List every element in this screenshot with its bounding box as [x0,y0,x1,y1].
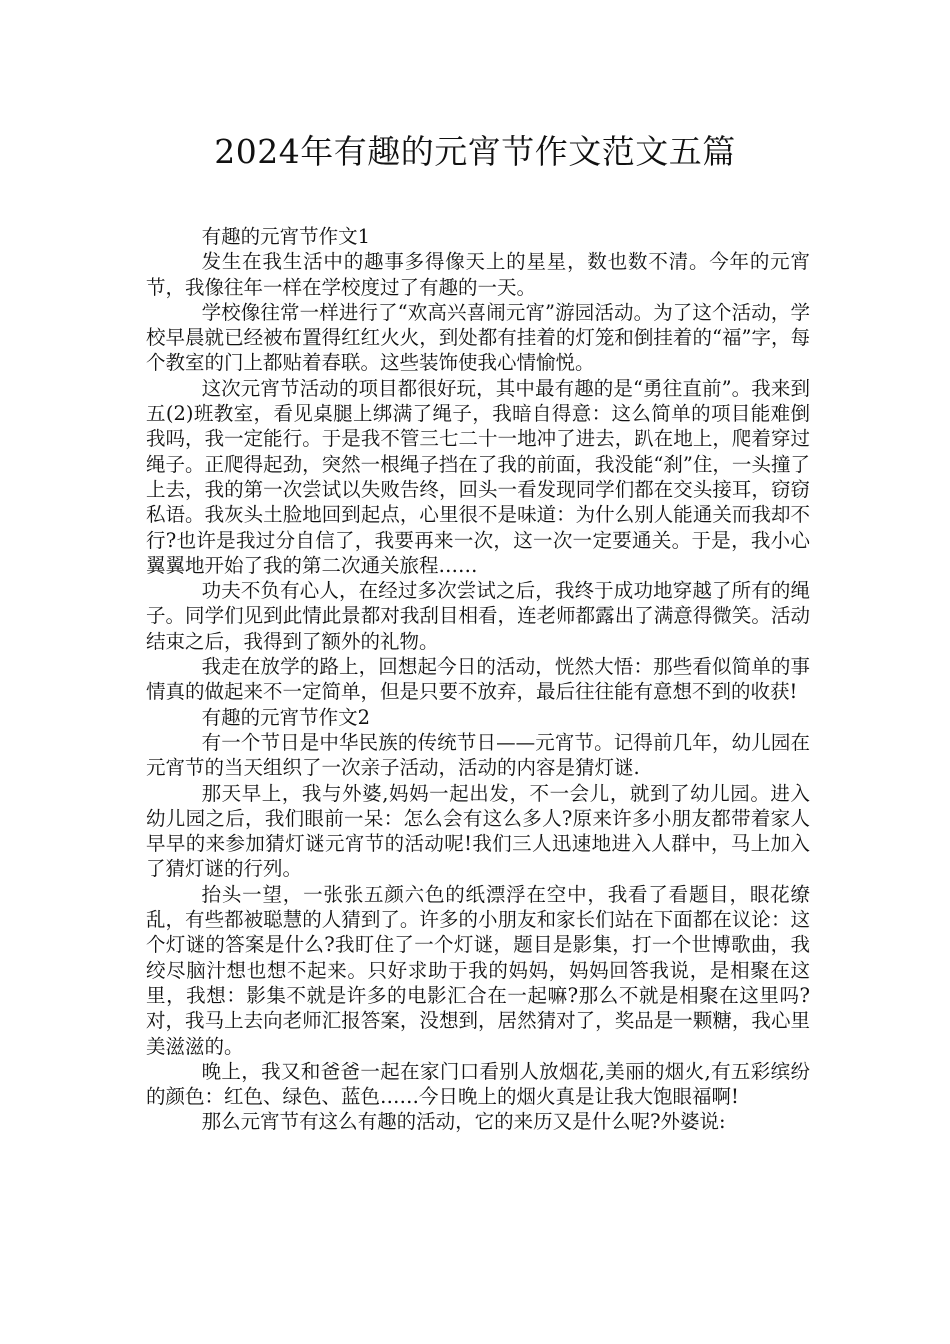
paragraph: 晚上，我又和爸爸一起在家门口看别人放烟花,美丽的烟火,有五彩缤纷的颜色：红色、绿色、蓝色……今日晚上的烟火真是让我大饱眼福啊! [146,1059,810,1109]
document-title: 2024年有趣的元宵节作文范文五篇 [214,132,736,171]
paragraph: 抬头一望，一张张五颜六色的纸漂浮在空中，我看了看题目，眼花缭乱，有些都被聪慧的人猜到了。许多的小朋友和家长们站在下面都在议论：这个灯谜的答案是什么?我盯住了一个灯谜，题目是影集，打一个世博歌曲，我绞尽脑汁想也想不起来。只好求助于我的妈妈，妈妈回答我说，是相聚在这里，我想：影集不就是许多的电影汇合在一起嘛?那么不就是相聚在这里吗?对，我马上去向老师汇报答案，没想到，居然猜对了，奖品是一颗糖，我心里美滋滋的。 [146,882,810,1058]
section-heading-2: 有趣的元宵节作文2 [201,705,370,729]
paragraph: 发生在我生活中的趣事多得像天上的星星，数也数不清。今年的元宵节，我像往年一样在学校度过了有趣的一天。 [146,250,810,299]
paragraph: 那么元宵节有这么有趣的活动，它的来历又是什么呢?外婆说: [201,1110,726,1134]
paragraph: 我走在放学的路上，回想起今日的活动，恍然大悟：那些看似简单的事情真的做起来不一定简单，但是只要不放弃，最后往往能有意想不到的收获! [146,655,810,704]
section-heading-1: 有趣的元宵节作文1 [201,225,370,248]
document-body [146,224,810,1135]
paragraph: 功夫不负有心人，在经过多次尝试之后，我终于成功地穿越了所有的绳子。同学们见到此情此景都对我刮目相看，连老师都露出了满意得微笑。活动结束之后，我得到了额外的礼物。 [146,579,810,653]
paragraph: 那天早上，我与外婆,妈妈一起出发，不一会儿，就到了幼儿园。进入幼儿园之后，我们眼前一呆：怎么会有这么多人?原来许多小朋友都带着家人早早的来参加猜灯谜元宵节的活动呢!我们三人迅速地进入人群中，马上加入了猜灯谜的行列。 [146,781,810,881]
paragraph: 这次元宵节活动的项目都很好玩，其中最有趣的是“勇往直前”。我来到五(2)班教室，看见桌腿上绑满了绳子，我暗自得意：这么简单的项目能难倒我吗，我一定能行。于是我不管三七二十一地冲了进去，趴在地上，爬着穿过绳子。正爬得起劲，突然一根绳子挡在了我的前面，我没能“刹”住，一头撞了上去，我的第一次尝试以失败告终，回头一看发现同学们都在交头接耳，窃窃私语。我灰头土脸地回到起点，心里很不是味道：为什么别人能通关而我却不行?也许是我过分自信了，我要再来一次，这一次一定要通关。于是，我小心翼翼地开始了我的第二次通关旅程…… [146,376,810,577]
paragraph: 学校像往常一样进行了“欢高兴喜闹元宵”游园活动。为了这个活动，学校早晨就已经被布置得红红火火，到处都有挂着的灯笼和倒挂着的“福”字，每个教室的门上都贴着春联。这些装饰使我心情愉悦。 [146,300,810,375]
paragraph: 有一个节日是中华民族的传统节日——元宵节。记得前几年，幼儿园在元宵节的当天组织了一次亲子活动，活动的内容是猜灯谜. [146,730,810,780]
